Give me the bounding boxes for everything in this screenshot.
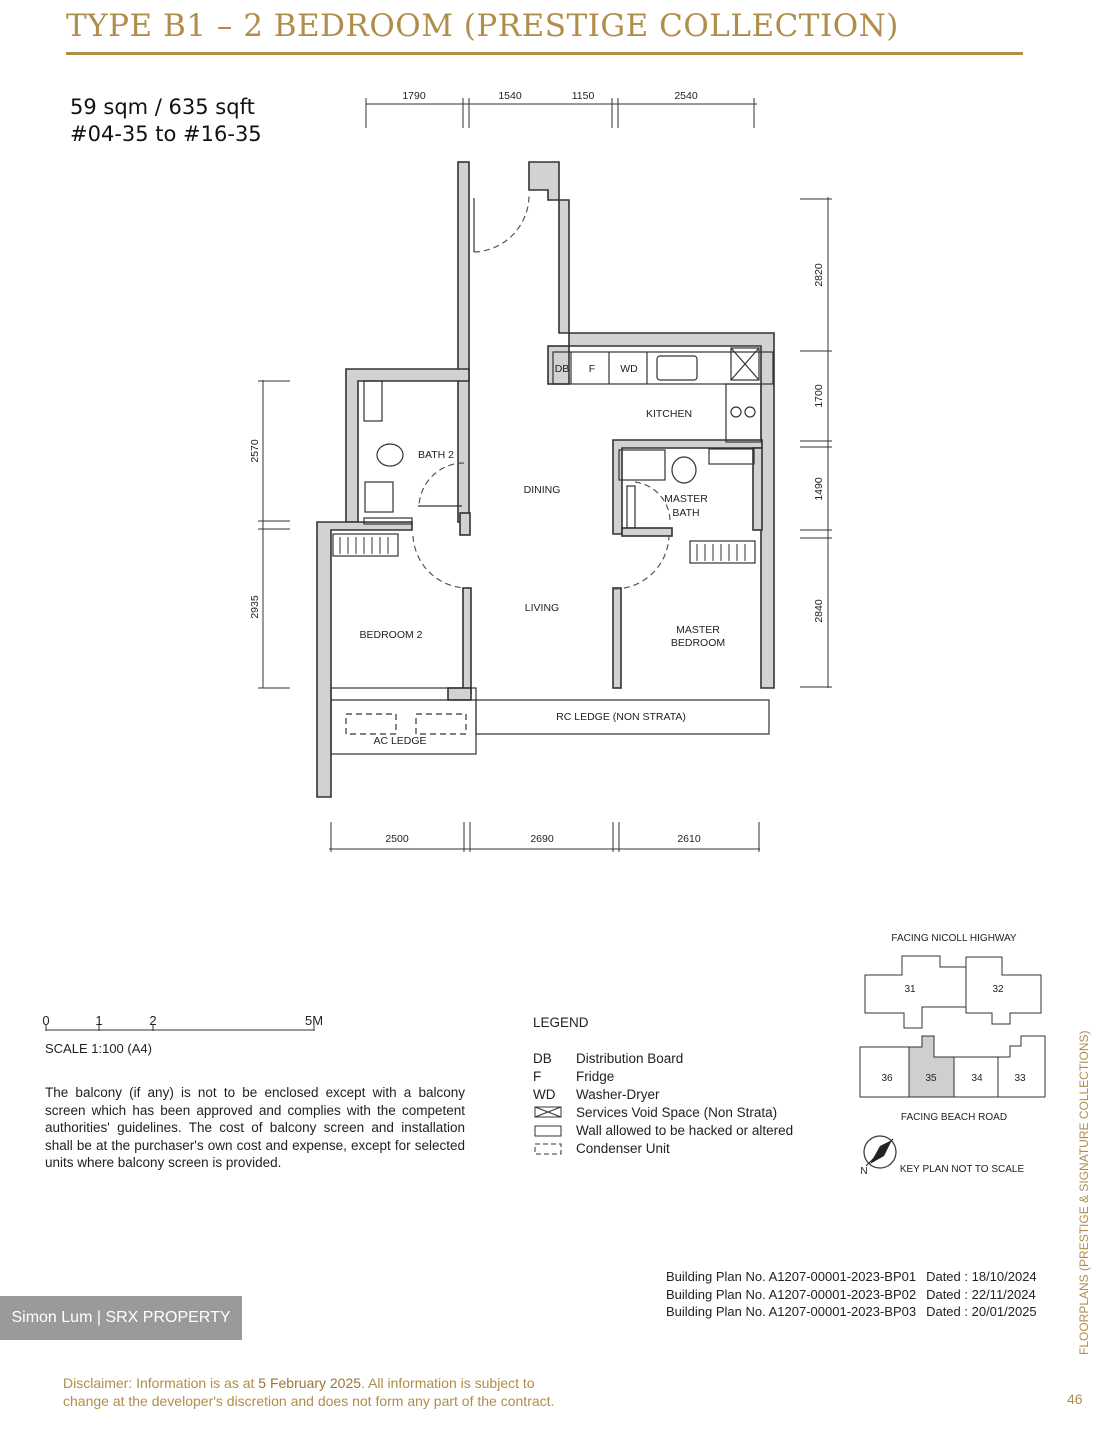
wall (460, 513, 470, 535)
legend-label: Services Void Space (Non Strata) (576, 1104, 778, 1120)
scale-label: SCALE 1:100 (A4) (45, 1041, 152, 1056)
keyplan-unit-label: 34 (971, 1073, 983, 1084)
basin (709, 449, 754, 464)
keyplan-unit-label: 36 (881, 1073, 893, 1084)
dim-left-1: 2570 (249, 439, 261, 463)
legend-item (533, 1121, 793, 1139)
keyplan-unit-label: 33 (1014, 1073, 1026, 1084)
legend-label: Distribution Board (576, 1050, 684, 1066)
label-rc-ledge: RC LEDGE (NON STRATA) (556, 711, 686, 723)
keyplan-note: KEY PLAN NOT TO SCALE (899, 1164, 1025, 1175)
scale-bar (46, 1025, 314, 1031)
shower-screen (627, 486, 635, 528)
building-plan-no: Building Plan No. A1207-00001-2023-BP03 (666, 1304, 917, 1319)
page-title: TYPE B1 – 2 BEDROOM (PRESTIGE COLLECTION) (66, 8, 899, 44)
building-plan-row (666, 1303, 1037, 1321)
dim-right-2: 1700 (813, 384, 825, 408)
balcony-note: The balcony (if any) is not to be enclosed except with a balcony screen which has been approved and complies with the competent authorities' guidelines. The cost of balcony screen and installation shall be at the purchaser's own cost and expense, except for selected units where balcony screen is provided. (45, 1085, 465, 1170)
wall (529, 162, 774, 688)
label-master-bath-1: MASTER (664, 493, 708, 505)
dim-bottom-3: 2610 (677, 833, 701, 845)
legend-code: F (533, 1068, 542, 1084)
disclaimer (63, 1375, 554, 1410)
legend-code: WD (533, 1086, 556, 1102)
keyplan-top-label: FACING NICOLL HIGHWAY (891, 933, 1017, 944)
disclaimer-line2: change at the developer's discretion and does not form any part of the contract. (63, 1392, 555, 1409)
legend-item (533, 1139, 670, 1157)
disclaimer-date: 5 February 2025 (258, 1375, 362, 1391)
north-arrow-icon (860, 1136, 896, 1177)
disclaimer-part2: . All information is subject to (361, 1375, 535, 1391)
keyplan-unit-label: 32 (992, 984, 1004, 995)
building-plan-list (666, 1268, 1037, 1321)
building-plan-no: Building Plan No. A1207-00001-2023-BP02 (666, 1286, 917, 1302)
north-label: N (860, 1166, 868, 1177)
dim-top-3: 1150 (571, 90, 595, 102)
building-plan-date: Dated : 20/01/2025 (926, 1304, 1037, 1319)
building-plan-no: Building Plan No. A1207-00001-2023-BP01 (666, 1269, 917, 1284)
unit-numbers: #04-35 to #16-35 (70, 122, 262, 146)
wardrobe-hatch (340, 537, 745, 561)
legend-label: Condenser Unit (576, 1140, 670, 1156)
keyplan-unit-36 (860, 1047, 909, 1097)
label-kitchen: KITCHEN (645, 408, 693, 420)
wall (463, 588, 471, 693)
master-door-swing (614, 536, 669, 589)
wall (458, 162, 469, 522)
legend-label: Washer-Dryer (576, 1086, 660, 1102)
entrance-door-swing (474, 193, 529, 252)
legend-item (533, 1103, 777, 1121)
toilet-icon (377, 444, 403, 466)
dim-top-4: 2540 (674, 90, 698, 102)
legend-code: DB (533, 1050, 552, 1066)
legend-item (533, 1067, 614, 1085)
legend-title: LEGEND (533, 1015, 589, 1030)
dim-right-3: 1490 (813, 477, 825, 501)
building-plan-date: Dated : 22/11/2024 (926, 1286, 1036, 1302)
side-section-label: FLOORPLANS (PRESTIGE & SIGNATURE COLLECTIONS) (1077, 1030, 1091, 1355)
keyplan-unit-33 (998, 1036, 1045, 1097)
wall (317, 522, 412, 797)
dim-right-1: 2820 (813, 263, 825, 287)
agent-watermark: Simon Lum | SRX PROPERTY (0, 1296, 242, 1340)
bedroom2-door-swing (413, 536, 466, 588)
legend-item (533, 1049, 683, 1067)
sink-icon (657, 356, 697, 380)
vanity (364, 381, 382, 421)
vanity (619, 450, 665, 480)
legend-label: Wall allowed to be hacked or altered (576, 1122, 794, 1138)
dimension-labels (249, 90, 825, 845)
scale-tick: 2 (149, 1013, 157, 1028)
dim-right-4: 2840 (813, 599, 825, 623)
building-plan-row (666, 1286, 1037, 1304)
walls (317, 162, 774, 797)
condenser-icon (346, 714, 396, 734)
fixtures (331, 348, 773, 754)
legend-item (533, 1085, 660, 1103)
dim-top-2: 1540 (498, 90, 522, 102)
room-labels (359, 363, 725, 747)
dim-bottom-2: 2690 (530, 833, 554, 845)
label-f: F (588, 363, 596, 375)
condenser-icon (416, 714, 466, 734)
label-wd: WD (620, 363, 638, 375)
keyplan-unit-label: 31 (904, 984, 916, 995)
shower (365, 482, 393, 512)
label-living: LIVING (524, 602, 560, 614)
scale-tick: 1 (95, 1013, 103, 1028)
dimension-lines (258, 98, 832, 852)
building-plan-row (666, 1268, 1037, 1286)
disclaimer-part1: Disclaimer: Information is as at (63, 1375, 259, 1391)
dim-top-1: 1790 (402, 90, 426, 102)
label-dining: DINING (523, 484, 561, 496)
label-bath2: BATH 2 (418, 449, 454, 461)
keyplan-bottom-label: FACING BEACH ROAD (900, 1112, 1008, 1123)
label-ac-ledge: AC LEDGE (373, 735, 427, 747)
label-master-bedroom-1: MASTER (676, 624, 720, 636)
scale-tick: 0 (42, 1013, 50, 1028)
dim-left-2: 2935 (249, 595, 261, 619)
building-plan-date: Dated : 18/10/2024 (926, 1269, 1037, 1284)
label-master-bath-2: BATH (672, 507, 700, 519)
label-bedroom2: BEDROOM 2 (359, 629, 423, 641)
kitchen-counter (553, 352, 773, 384)
label-master-bedroom-2: BEDROOM (670, 637, 726, 649)
scale-ticks (42, 1013, 323, 1028)
wall (448, 688, 471, 700)
dim-bottom-1: 2500 (385, 833, 409, 845)
scale-tick: 5M (304, 1013, 324, 1028)
page-number: 46 (1067, 1391, 1083, 1407)
keyplan-unit-35 (909, 1036, 954, 1097)
label-db: DB (554, 363, 570, 375)
wall (613, 588, 621, 688)
keyplan-unit-label: 35 (925, 1073, 937, 1084)
keyplan-top-block (865, 956, 1041, 1028)
wall (622, 528, 672, 536)
toilet-icon (672, 457, 696, 483)
legend-label: Fridge (576, 1068, 615, 1084)
unit-size: 59 sqm / 635 sqft (70, 95, 255, 119)
